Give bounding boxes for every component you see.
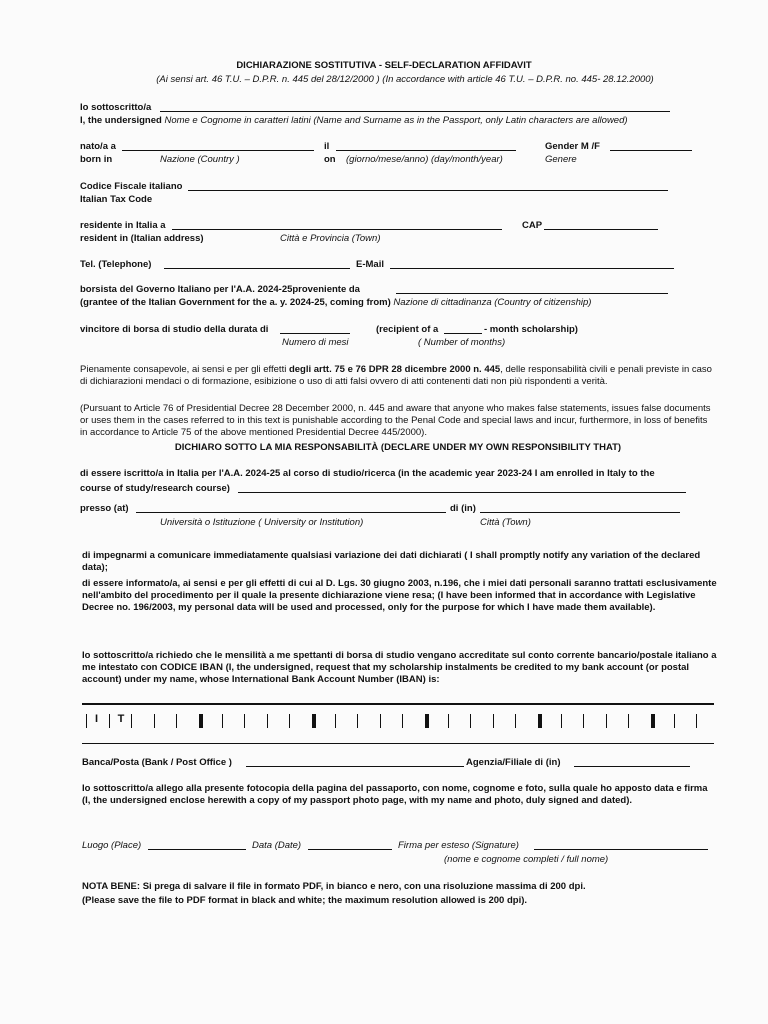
undersigned-label: Io sottoscritto/a <box>80 102 152 113</box>
sign-date-field[interactable] <box>308 840 392 850</box>
winner-label: vincitore di borsa di studio della durata di <box>80 324 269 335</box>
iban-group-separator <box>651 714 655 728</box>
iban-group-separator <box>538 714 542 728</box>
presso-label: presso (at) <box>80 503 129 514</box>
iban-cell-divider <box>470 714 471 728</box>
iban-cell-divider <box>109 714 110 728</box>
attachment-text: Io sottoscritto/a allego alla presente fotocopia della pagina del passaporto, con nome, cognome e foto, sulla quale ho apposto data e firma (I, the undersigned enclose herewith a copy of my passport photo page, with my name and photo, duly signed and dated). <box>82 783 708 806</box>
tel-label: Tel. (Telephone) <box>80 259 152 270</box>
iban-cell-divider <box>131 714 132 728</box>
iban-group-separator <box>199 714 203 728</box>
iban-cell-divider <box>357 714 358 728</box>
email-field[interactable] <box>390 259 674 269</box>
tax-label: Codice Fiscale italiano <box>80 181 183 192</box>
date-label: il <box>324 141 330 152</box>
iban-cell-divider <box>628 714 629 728</box>
signature-field[interactable] <box>534 840 708 850</box>
declare-heading: DICHIARO SOTTO LA MIA RESPONSABILITÀ (DECLARE UNDER MY OWN RESPONSIBILITY THAT) <box>174 442 622 453</box>
grantee-line-en <box>80 297 591 309</box>
legal-en: (Pursuant to Article 76 of Presidential Decree 28 December 2000, n. 445 and aware that anyone who makes false statements, issues false documents or uses them in the cases referred to in this text is punishable according to the Penal Code and special laws and incur, furthermore, in loss of benefits in accordance to Article 75 of the above mentioned Presidential Decree 445/2000). <box>80 403 711 438</box>
sign-date-label: Data (Date) <box>252 840 302 851</box>
cap-label: CAP <box>522 220 543 231</box>
gender-field[interactable] <box>610 141 692 151</box>
enrollment-line2: course of study/research course) <box>80 483 230 494</box>
agency-field[interactable] <box>574 757 690 767</box>
email-label: E-Mail <box>356 259 384 270</box>
gender-hint: Genere <box>545 154 577 165</box>
iban-cell-divider <box>493 714 494 728</box>
resident-en: resident in (Italian address) <box>80 233 204 244</box>
recipient-label-b: - month scholarship) <box>484 324 578 335</box>
note-en: (Please save the file to PDF format in black and white; the maximum resolution allowed is 200 dpi). <box>82 895 528 906</box>
iban-cell-divider <box>154 714 155 728</box>
iban-cell-divider <box>380 714 381 728</box>
iban-cell-divider <box>335 714 336 728</box>
place-label: Luogo (Place) <box>82 840 142 851</box>
recipient-months-field[interactable] <box>444 324 482 334</box>
iban-group-separator <box>312 714 316 728</box>
bank-field[interactable] <box>246 757 464 767</box>
di-label: di (in) <box>450 503 476 514</box>
course-field[interactable] <box>238 483 686 493</box>
place-field[interactable] <box>148 840 246 850</box>
country-origin-field[interactable] <box>396 284 668 294</box>
date-hint: (giorno/mese/anno) (day/month/year) <box>346 154 503 165</box>
grantee-label: borsista del Governo Italiano per l'A.A. 2024-25proveniente da <box>80 284 360 295</box>
resident-hint: Città e Provincia (Town) <box>280 233 381 244</box>
iban-request-text: Io sottoscritto/a richiedo che le mensilità a me spettanti di borsa di studio vengano accreditate sul conto corrente bancario/postale italiano a me intestato con CODICE IBAN (I, the undersigned, request that my scholarship instalments be credited to my bank account (or postal account) under my name, whose International Bank Account Number (IBAN) is: <box>82 650 717 685</box>
sign-label: Firma per esteso (Signature) <box>398 840 519 851</box>
date-en: on <box>324 154 336 165</box>
grantee-en: (grantee of the Italian Government for the a. y. 2024-25, coming from) <box>80 297 391 308</box>
iban-cell-divider <box>448 714 449 728</box>
iban-cell-divider <box>222 714 223 728</box>
tax-code-field[interactable] <box>188 181 668 191</box>
iban-cell-divider <box>402 714 403 728</box>
legal-it <box>80 364 716 388</box>
city-field[interactable] <box>480 503 680 513</box>
university-field[interactable] <box>136 503 446 513</box>
agency-label: Agenzia/Filiale di (in) <box>466 757 561 768</box>
iban-cell-divider <box>515 714 516 728</box>
notify-text: di impegnarmi a comunicare immediatamente qualsiasi variazione dei dati dichiarati ( I shall promptly notify any variation of the declared data); <box>82 550 701 573</box>
iban-cell-divider <box>176 714 177 728</box>
iban-cell-divider <box>696 714 697 728</box>
recipient-hint: ( Number of months) <box>418 337 506 348</box>
birthplace-field[interactable] <box>122 141 314 151</box>
iban-cell-divider <box>674 714 675 728</box>
tax-en: Italian Tax Code <box>80 194 153 205</box>
iban-group-separator <box>425 714 429 728</box>
months-field[interactable] <box>280 324 350 334</box>
country-hint: Nazione (Country ) <box>160 154 240 165</box>
note-it: NOTA BENE: Si prega di salvare il file in formato PDF, in bianco e nero, con una risoluzione massima di 200 dpi. <box>82 881 586 892</box>
cap-field[interactable] <box>544 220 658 230</box>
undersigned-field[interactable] <box>160 102 670 112</box>
iban-prefix-char: I <box>95 713 99 725</box>
resident-label: residente in Italia a <box>80 220 166 231</box>
iban-cell-divider <box>267 714 268 728</box>
gender-label: Gender M /F <box>545 141 600 152</box>
winner-hint: Numero di mesi <box>282 337 349 348</box>
undersigned-line-en <box>80 115 628 127</box>
iban-cell-divider <box>244 714 245 728</box>
di-hint: Città (Town) <box>480 517 531 528</box>
page-title: DICHIARAZIONE SOSTITUTIVA - SELF-DECLARATION AFFIDAVIT <box>236 60 532 71</box>
iban-prefix-char: T <box>117 713 125 725</box>
page-subtitle: (Ai sensi art. 46 T.U. – D.P.R. n. 445 del 28/12/2000 ) (In accordance with article 46 T.U. – D.P.R. no. 445- 28.12.2000) <box>156 74 654 85</box>
enrollment-line1: di essere iscritto/a in Italia per l'A.A. 2024-25 al corso di studio/ricerca (in the academic year 2023-24 I am enrolled in Italy to the <box>80 468 655 479</box>
iban-cell-divider <box>86 714 87 728</box>
born-en: born in <box>80 154 113 165</box>
iban-grid[interactable] <box>82 703 714 744</box>
tel-field[interactable] <box>164 259 350 269</box>
iban-cell-divider <box>583 714 584 728</box>
iban-cell-divider <box>606 714 607 728</box>
iban-cell-divider <box>561 714 562 728</box>
resident-field[interactable] <box>172 220 502 230</box>
iban-cell-divider <box>289 714 290 728</box>
grantee-hint: Nazione di cittadinanza (Country of citizenship) <box>393 297 592 308</box>
privacy-text: di essere informato/a, ai sensi e per gli effetti di cui al D. Lgs. 30 giugno 2003, n.196, che i miei dati personali saranno trattati esclusivamente nell'ambito del procedimento per il quale la presente dichiarazione viene resa; (I have been informed that in accordance with Legislative Decree no. 196/2003, my personal data will be used and processed, only for the purpose for which I have made them available). <box>82 578 717 613</box>
birthdate-field[interactable] <box>336 141 516 151</box>
recipient-label-a: (recipient of a <box>376 324 439 335</box>
born-label: nato/a a <box>80 141 116 152</box>
legal-it-bold: degli artt. 75 e 76 DPR 28 dicembre 2000 n. 445 <box>288 364 501 375</box>
presso-hint: Università o Istituzione ( University or Institution) <box>160 517 364 528</box>
bank-label: Banca/Posta (Bank / Post Office ) <box>82 757 232 768</box>
legal-it-part2: , delle responsabilità civili e penali previste in caso di dichiarazioni mendaci o di formazione, esibizione o uso di atti falsi ovvero di atti contenenti dati non più rispondenti a verità. <box>80 364 712 387</box>
legal-it-part1: Pienamente consapevole, ai sensi e per gli effetti <box>80 364 289 375</box>
sign-hint: (nome e cognome completi / full nome) <box>444 854 609 865</box>
undersigned-en: I, the undersigned <box>80 115 162 126</box>
undersigned-hint: Nome e Cognome in caratteri latini (Name and Surname as in the Passport, only Latin characters are allowed) <box>164 115 628 126</box>
